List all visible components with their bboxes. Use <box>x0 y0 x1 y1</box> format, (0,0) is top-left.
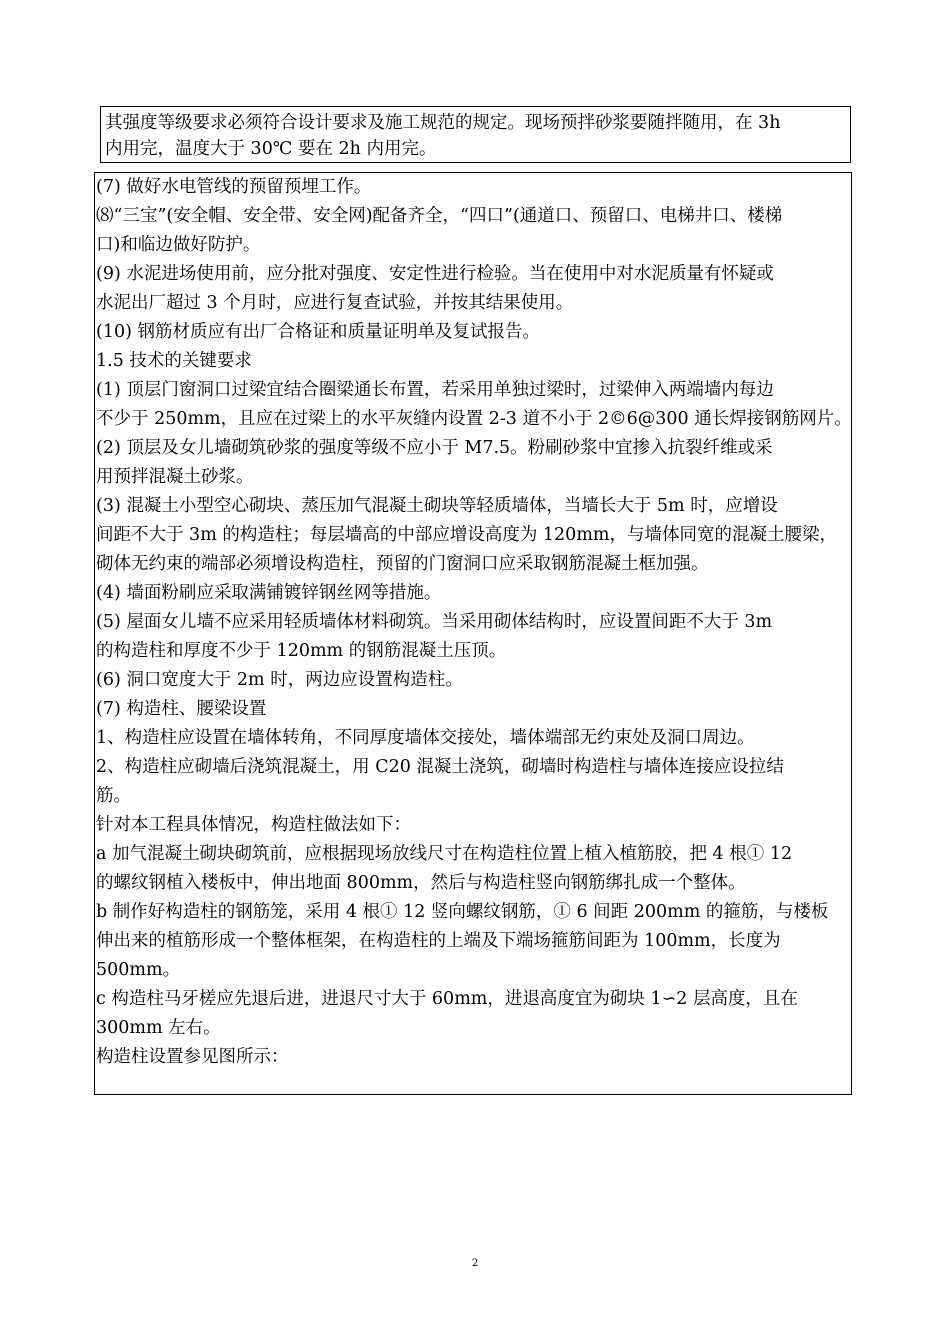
text-line: (6) 洞口宽度大于 2m 时，两边应设置构造柱。 <box>96 670 463 690</box>
section-heading: 1.5 技术的关键要求 <box>96 351 252 371</box>
text-line: (10) 钢筋材质应有出厂合格证和质量证明单及复试报告。 <box>96 322 540 342</box>
text-line: 的构造柱和厚度不少于 120mm 的钢筋混凝土压顶。 <box>96 641 507 661</box>
text-line: c 构造柱马牙槎应先退后进，进退尺寸大于 60mm，进退高度宜为砌块 1∽2 层高度，且在 <box>96 989 798 1009</box>
text-line: 300mm 左右。 <box>96 1018 221 1038</box>
text-line: 1、构造柱应设置在墙体转角，不同厚度墙体交接处，墙体端部无约束处及洞口周边。 <box>96 728 755 748</box>
text-line: 针对本工程具体情况，构造柱做法如下： <box>96 815 411 835</box>
text-line: 构造柱设置参见图所示： <box>96 1047 289 1067</box>
text-line: ⑻“三宝”(安全帽、安全带、安全网)配备齐全，“四口”(通道口、预留口、电梯井口、楼梯 <box>96 206 783 226</box>
page-number: 2 <box>471 1258 479 1269</box>
text-line: 其强度等级要求必须符合设计要求及施工规范的规定。现场预拌砂浆要随拌随用，在 3h <box>105 113 781 133</box>
text-line: 水泥出厂超过 3 个月时，应进行复查试验，并按其结果使用。 <box>96 293 574 313</box>
text-line: (7) 构造柱、腰梁设置 <box>96 699 267 719</box>
text-line: b 制作好构造柱的钢筋笼，采用 4 根① 12 竖向螺纹钢筋，① 6 间距 200mm 的箍筋，与楼板 <box>96 902 829 922</box>
requirements-text-box <box>94 172 852 1095</box>
text-line: 间距不大于 3m 的构造柱；每层墙高的中部应增设高度为 120mm，与墙体同宽的混凝土腰梁， <box>96 525 838 545</box>
text-line: 内用完，温度大于 30℃ 要在 2h 内用完。 <box>105 139 437 159</box>
text-line: (1) 顶层门窗洞口过梁宜结合圈梁通长布置，若采用单独过梁时，过梁伸入两端墙内每边 <box>96 380 774 400</box>
text-line: (9) 水泥进场使用前，应分批对强度、安定性进行检验。当在使用中对水泥质量有怀疑或 <box>96 264 774 284</box>
text-line: 用预拌混凝土砂浆。 <box>96 467 254 487</box>
continuation-text-box <box>100 106 851 163</box>
text-line: 砌体无约束的端部必须增设构造柱，预留的门窗洞口应采取钢筋混凝土框加强。 <box>96 554 709 574</box>
text-line: 500mm。 <box>96 960 181 980</box>
text-line: 的螺纹钢植入楼板中，伸出地面 800mm，然后与构造柱竖向钢筋绑扎成一个整体。 <box>96 873 746 893</box>
text-line: 伸出来的植筋形成一个整体框架，在构造柱的上端及下端场箍筋间距为 100mm，长度为 <box>96 931 781 951</box>
text-line: 筋。 <box>96 786 131 806</box>
text-line: 不少于 250mm，且应在过梁上的水平灰缝内设置 2-3 道不小于 2©6@300 通长焊接钢筋网片。 <box>96 409 852 429</box>
text-line: (7) 做好水电管线的预留预埋工作。 <box>96 177 372 197</box>
text-line: (2) 顶层及女儿墙砌筑砂浆的强度等级不应小于 M7.5。粉刷砂浆中宜掺入抗裂纤维或采 <box>96 438 773 458</box>
text-line: 口)和临边做好防护。 <box>96 235 261 255</box>
text-line: (4) 墙面粉刷应采取满铺镀锌钢丝网等措施。 <box>96 583 442 603</box>
text-line: 2、构造柱应砌墙后浇筑混凝土，用 C20 混凝土浇筑，砌墙时构造柱与墙体连接应设拉结 <box>96 757 784 777</box>
text-line: (5) 屋面女儿墙不应采用轻质墙体材料砌筑。当采用砌体结构时，应设置间距不大于 3m <box>96 612 773 632</box>
text-line: (3) 混凝土小型空心砌块、蒸压加气混凝土砌块等轻质墙体，当墙长大于 5m 时，应增设 <box>96 496 778 516</box>
text-line: a 加气混凝土砌块砌筑前，应根据现场放线尺寸在构造柱位置上植入植筋胶，把 4 根① 12 <box>96 844 793 864</box>
